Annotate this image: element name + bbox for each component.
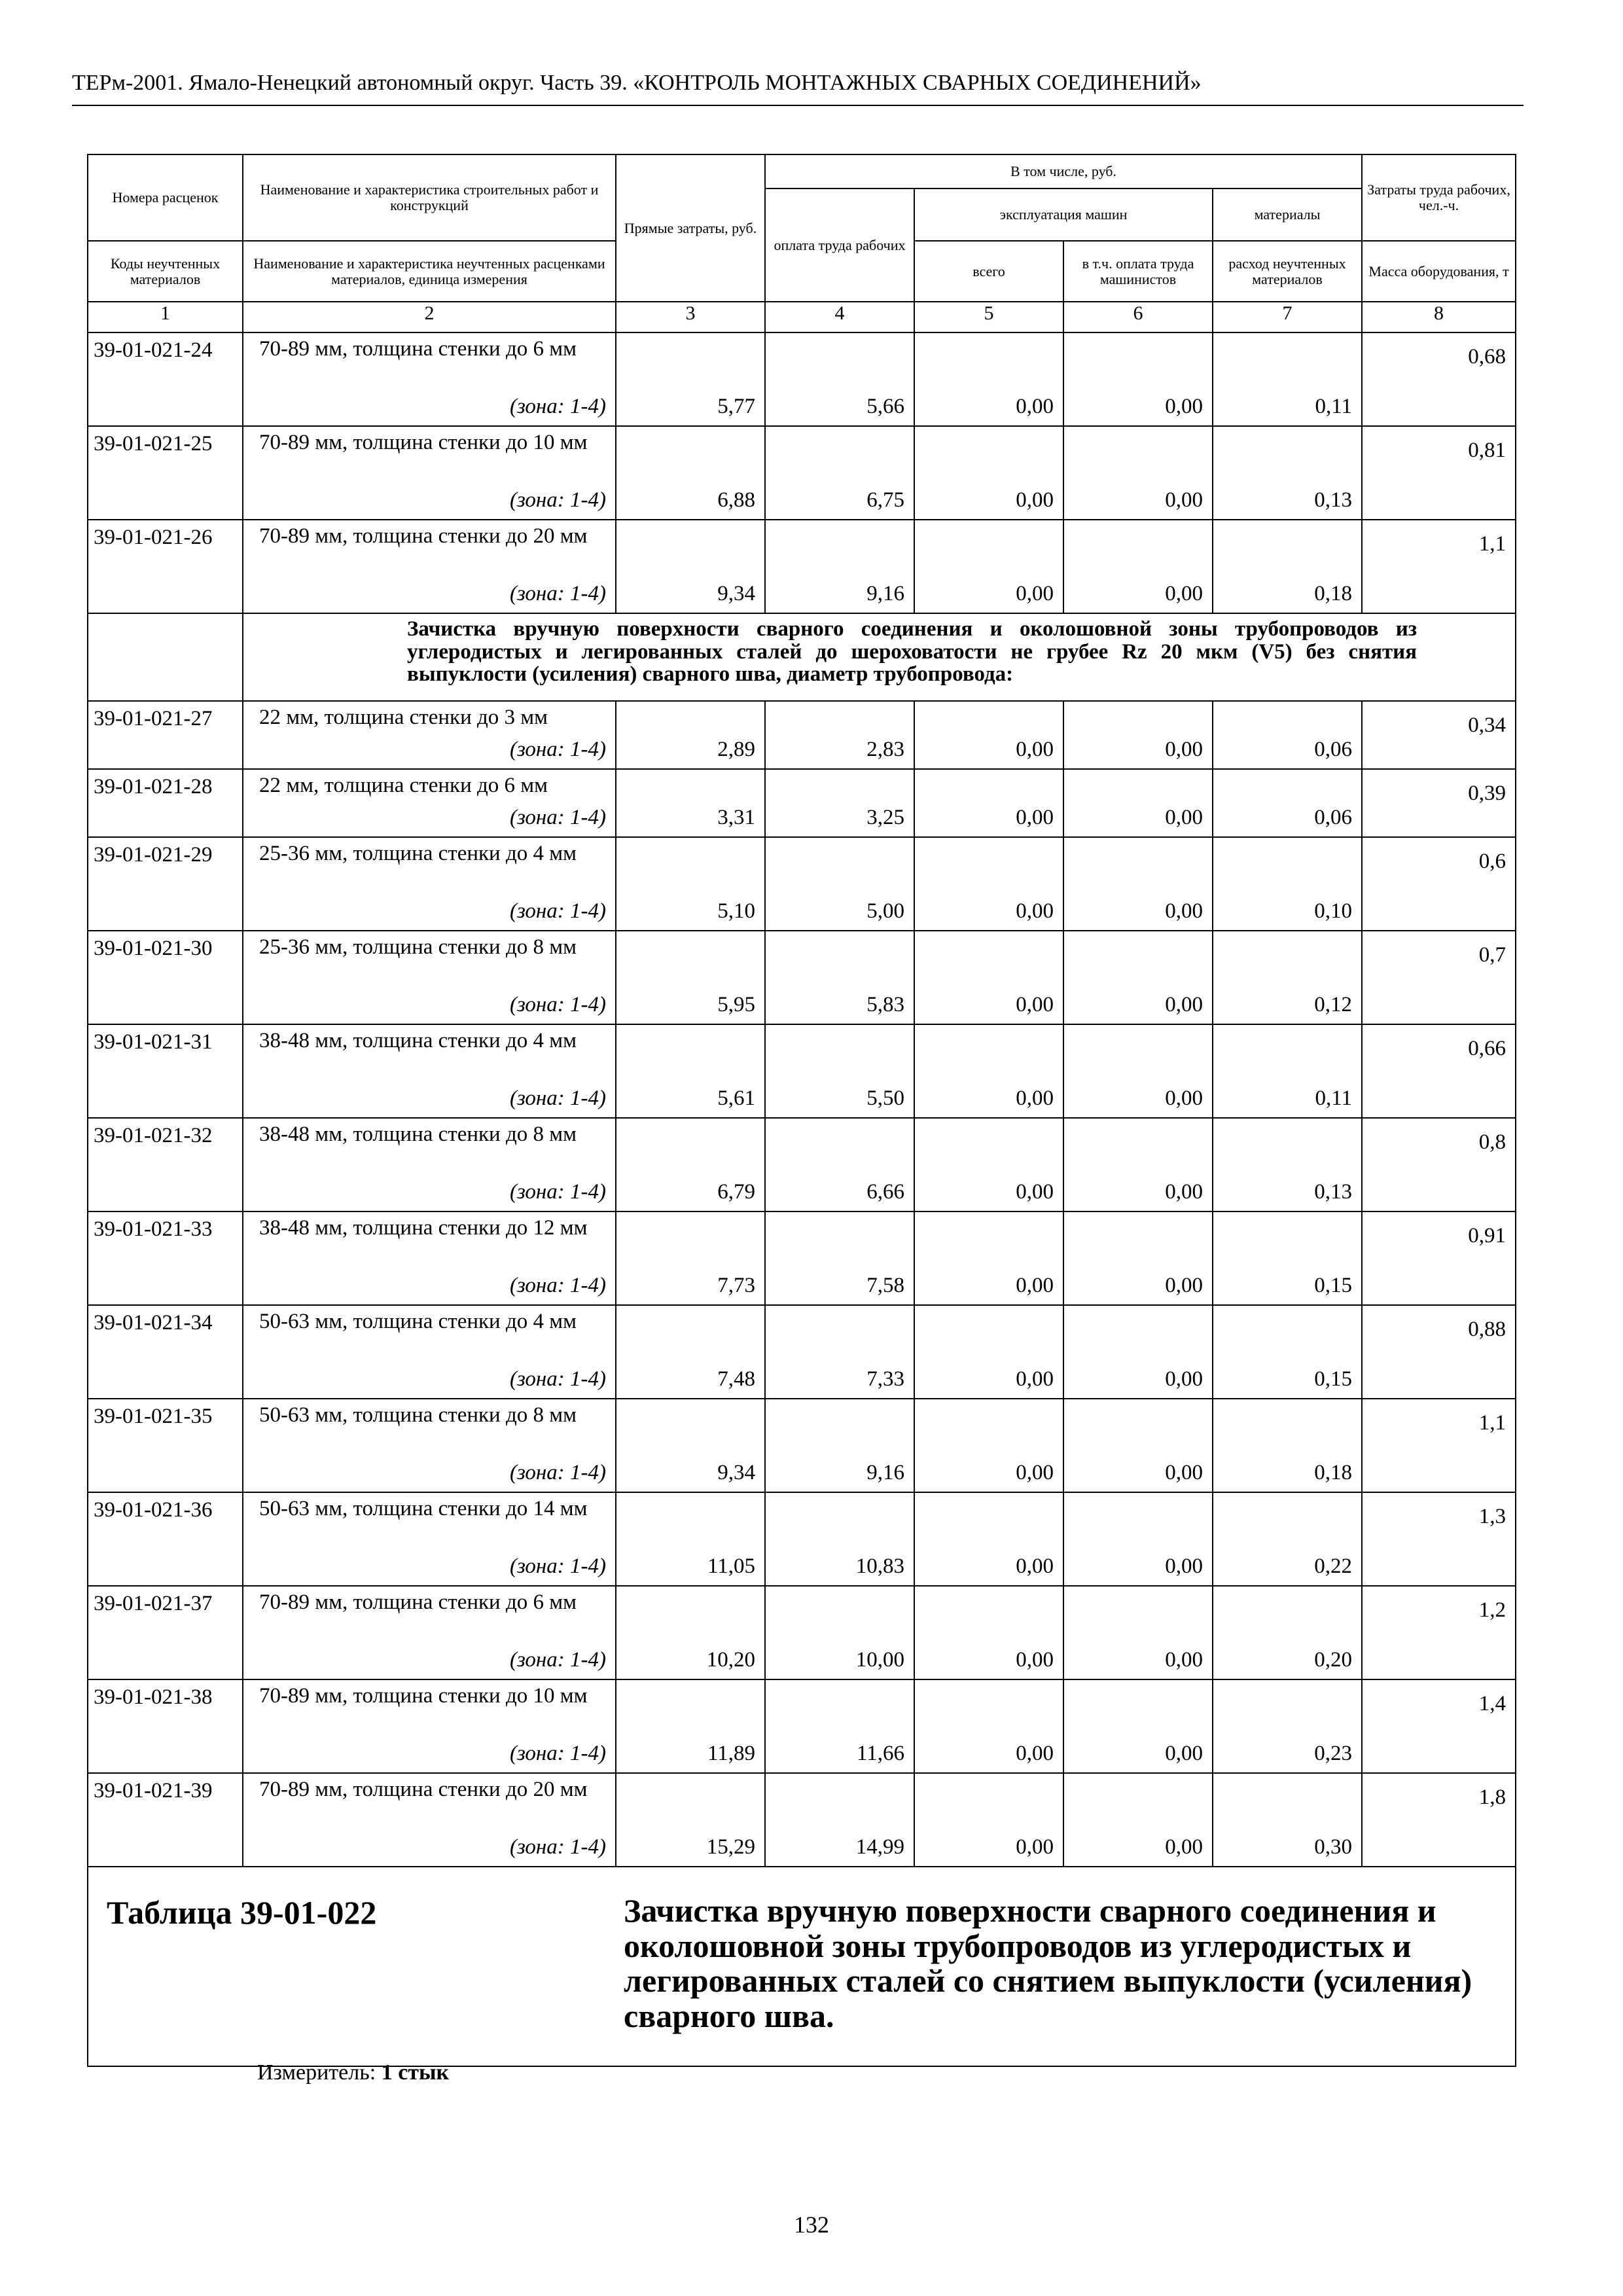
col-number: 2 bbox=[243, 302, 616, 332]
machinist-pay: 0,00 bbox=[1063, 1024, 1213, 1118]
machine-total: 0,00 bbox=[914, 701, 1063, 769]
materials-cost: 0,06 bbox=[1213, 769, 1362, 837]
direct-costs: 3,31 bbox=[616, 769, 765, 837]
col-number: 7 bbox=[1213, 302, 1362, 332]
work-name: 70-89 мм, толщина стенки до 10 мм bbox=[259, 1684, 588, 1708]
labor-costs: 0,91 bbox=[1362, 1211, 1516, 1305]
next-table-title: Зачистка вручную поверхности сварного соединения и околошовной зоны трубопроводов из углеродистых и легированных сталей со снятием выпуклости (усиления) сварного шва. bbox=[624, 1892, 1472, 2034]
work-name: 50-63 мм, толщина стенки до 8 мм bbox=[259, 1403, 577, 1427]
machinist-pay: 0,00 bbox=[1063, 1679, 1213, 1773]
zone-label: (зона: 1-4) bbox=[509, 1367, 606, 1391]
table-row bbox=[88, 931, 1516, 1024]
machine-total: 0,00 bbox=[914, 1679, 1063, 1773]
table-row bbox=[88, 769, 1516, 837]
zone-label: (зона: 1-4) bbox=[509, 1742, 606, 1765]
machinist-pay: 0,00 bbox=[1063, 1305, 1213, 1399]
rate-code: 39-01-021-26 bbox=[88, 520, 243, 613]
labor-costs: 0,6 bbox=[1362, 837, 1516, 931]
col-number: 6 bbox=[1063, 302, 1213, 332]
machine-total: 0,00 bbox=[914, 1773, 1063, 1867]
materials-cost: 0,10 bbox=[1213, 837, 1362, 931]
zone-label: (зона: 1-4) bbox=[509, 1461, 606, 1484]
materials-cost: 0,11 bbox=[1213, 1024, 1362, 1118]
direct-costs: 5,10 bbox=[616, 837, 765, 931]
work-name: 25-36 мм, толщина стенки до 4 мм bbox=[259, 842, 577, 865]
table-row bbox=[88, 520, 1516, 613]
table-row bbox=[88, 1211, 1516, 1305]
col-labor-costs: Затраты труда рабочих, чел.-ч. bbox=[1362, 154, 1516, 241]
next-table-measure bbox=[257, 2060, 449, 2085]
direct-costs: 11,05 bbox=[616, 1492, 765, 1586]
table-row bbox=[88, 1586, 1516, 1679]
machinist-pay: 0,00 bbox=[1063, 701, 1213, 769]
machine-total: 0,00 bbox=[914, 1211, 1063, 1305]
next-table-header bbox=[88, 1867, 1516, 2085]
work-name: 70-89 мм, толщина стенки до 10 мм bbox=[259, 431, 588, 454]
work-description bbox=[243, 1773, 616, 1867]
worker-pay: 2,83 bbox=[765, 701, 914, 769]
work-name: 38-48 мм, толщина стенки до 8 мм bbox=[259, 1122, 577, 1146]
zone-label: (зона: 1-4) bbox=[509, 1180, 606, 1204]
worker-pay: 5,83 bbox=[765, 931, 914, 1024]
work-name: 38-48 мм, толщина стенки до 4 мм bbox=[259, 1029, 577, 1052]
work-description bbox=[243, 1118, 616, 1211]
col-total: всего bbox=[914, 241, 1063, 302]
direct-costs: 9,34 bbox=[616, 1399, 765, 1492]
machine-total: 0,00 bbox=[914, 837, 1063, 931]
machinist-pay: 0,00 bbox=[1063, 520, 1213, 613]
work-name: 70-89 мм, толщина стенки до 6 мм bbox=[259, 337, 577, 361]
table-row bbox=[88, 1305, 1516, 1399]
labor-costs: 0,7 bbox=[1362, 931, 1516, 1024]
machine-total: 0,00 bbox=[914, 520, 1063, 613]
machine-total: 0,00 bbox=[914, 1492, 1063, 1586]
col-unaccounted-names: Наименование и характеристика неучтенных расценками материалов, единица измерения bbox=[243, 241, 616, 302]
rate-code: 39-01-021-37 bbox=[88, 1586, 243, 1679]
direct-costs: 9,34 bbox=[616, 520, 765, 613]
work-name: 50-63 мм, толщина стенки до 14 мм bbox=[259, 1497, 588, 1520]
machine-total: 0,00 bbox=[914, 1118, 1063, 1211]
labor-costs: 0,34 bbox=[1362, 701, 1516, 769]
table-row bbox=[88, 1118, 1516, 1211]
rate-code: 39-01-021-30 bbox=[88, 931, 243, 1024]
col-machine-operation: эксплуатация машин bbox=[914, 188, 1213, 241]
direct-costs: 7,48 bbox=[616, 1305, 765, 1399]
table-row bbox=[88, 332, 1516, 426]
labor-costs: 0,8 bbox=[1362, 1118, 1516, 1211]
table-row bbox=[88, 837, 1516, 931]
direct-costs: 7,73 bbox=[616, 1211, 765, 1305]
zone-label: (зона: 1-4) bbox=[509, 1648, 606, 1672]
machine-total: 0,00 bbox=[914, 769, 1063, 837]
measure-label: Измеритель: bbox=[257, 2060, 376, 2085]
machine-total: 0,00 bbox=[914, 332, 1063, 426]
machine-total: 0,00 bbox=[914, 1024, 1063, 1118]
worker-pay: 10,83 bbox=[765, 1492, 914, 1586]
table-row bbox=[88, 1399, 1516, 1492]
materials-cost: 0,11 bbox=[1213, 332, 1362, 426]
worker-pay: 6,66 bbox=[765, 1118, 914, 1211]
direct-costs: 11,89 bbox=[616, 1679, 765, 1773]
zone-label: (зона: 1-4) bbox=[509, 1274, 606, 1297]
direct-costs: 6,79 bbox=[616, 1118, 765, 1211]
machine-total: 0,00 bbox=[914, 1399, 1063, 1492]
rate-code: 39-01-021-35 bbox=[88, 1399, 243, 1492]
direct-costs: 2,89 bbox=[616, 701, 765, 769]
table-row bbox=[88, 1679, 1516, 1773]
price-table bbox=[87, 154, 1516, 2085]
worker-pay: 10,00 bbox=[765, 1586, 914, 1679]
section-heading: Зачистка вручную поверхности сварного соединения и околошовной зоны трубопроводов из углеродистых и легированных сталей до шероховатости не грубее Rz 20 мкм (V5) без снятия выпуклости (усиления) сварного шва, диаметр трубопровода: bbox=[243, 613, 1516, 701]
rate-code: 39-01-021-36 bbox=[88, 1492, 243, 1586]
rate-code: 39-01-021-32 bbox=[88, 1118, 243, 1211]
materials-cost: 0,23 bbox=[1213, 1679, 1362, 1773]
running-header: ТЕРм-2001. Ямало-Ненецкий автономный округ. Часть 39. «КОНТРОЛЬ МОНТАЖНЫХ СВАРНЫХ СОЕДИНЕНИЙ» bbox=[72, 71, 1202, 95]
direct-costs: 15,29 bbox=[616, 1773, 765, 1867]
machinist-pay: 0,00 bbox=[1063, 769, 1213, 837]
col-direct-costs: Прямые затраты, руб. bbox=[616, 154, 765, 302]
measure-value: 1 стык bbox=[381, 2060, 450, 2085]
labor-costs: 1,1 bbox=[1362, 1399, 1516, 1492]
rate-code: 39-01-021-27 bbox=[88, 701, 243, 769]
work-description bbox=[243, 837, 616, 931]
rate-code: 39-01-021-31 bbox=[88, 1024, 243, 1118]
rate-code: 39-01-021-34 bbox=[88, 1305, 243, 1399]
rate-code: 39-01-021-33 bbox=[88, 1211, 243, 1305]
zone-label: (зона: 1-4) bbox=[509, 806, 606, 829]
worker-pay: 7,33 bbox=[765, 1305, 914, 1399]
materials-cost: 0,13 bbox=[1213, 426, 1362, 520]
worker-pay: 5,50 bbox=[765, 1024, 914, 1118]
rate-code: 39-01-021-24 bbox=[88, 332, 243, 426]
materials-cost: 0,15 bbox=[1213, 1211, 1362, 1305]
col-including: В том числе, руб. bbox=[765, 154, 1362, 188]
section-blank-cell bbox=[88, 613, 243, 701]
worker-pay: 9,16 bbox=[765, 520, 914, 613]
worker-pay: 7,58 bbox=[765, 1211, 914, 1305]
zone-label: (зона: 1-4) bbox=[509, 1835, 606, 1859]
work-description bbox=[243, 520, 616, 613]
worker-pay: 6,75 bbox=[765, 426, 914, 520]
zone-label: (зона: 1-4) bbox=[509, 993, 606, 1016]
direct-costs: 10,20 bbox=[616, 1586, 765, 1679]
worker-pay: 5,00 bbox=[765, 837, 914, 931]
col-machinist-pay: в т.ч. оплата труда машинистов bbox=[1063, 241, 1213, 302]
labor-costs: 1,8 bbox=[1362, 1773, 1516, 1867]
zone-label: (зона: 1-4) bbox=[509, 395, 606, 418]
zone-label: (зона: 1-4) bbox=[509, 1086, 606, 1110]
table-row bbox=[88, 701, 1516, 769]
work-name: 22 мм, толщина стенки до 6 мм bbox=[259, 774, 548, 797]
worker-pay: 5,66 bbox=[765, 332, 914, 426]
zone-label: (зона: 1-4) bbox=[509, 1554, 606, 1578]
rate-code: 39-01-021-29 bbox=[88, 837, 243, 931]
materials-cost: 0,18 bbox=[1213, 520, 1362, 613]
col-materials: материалы bbox=[1213, 188, 1362, 241]
worker-pay: 3,25 bbox=[765, 769, 914, 837]
materials-cost: 0,30 bbox=[1213, 1773, 1362, 1867]
machinist-pay: 0,00 bbox=[1063, 332, 1213, 426]
machinist-pay: 0,00 bbox=[1063, 931, 1213, 1024]
table-row bbox=[88, 1492, 1516, 1586]
rate-code: 39-01-021-39 bbox=[88, 1773, 243, 1867]
worker-pay: 11,66 bbox=[765, 1679, 914, 1773]
work-description bbox=[243, 1211, 616, 1305]
materials-cost: 0,15 bbox=[1213, 1305, 1362, 1399]
work-description bbox=[243, 1024, 616, 1118]
col-unaccounted-codes: Коды неучтенных материалов bbox=[88, 241, 243, 302]
col-number: 1 bbox=[88, 302, 243, 332]
zone-label: (зона: 1-4) bbox=[509, 899, 606, 923]
materials-cost: 0,06 bbox=[1213, 701, 1362, 769]
work-description bbox=[243, 1399, 616, 1492]
direct-costs: 5,77 bbox=[616, 332, 765, 426]
col-work-name: Наименование и характеристика строительных работ и конструкций bbox=[243, 154, 616, 241]
direct-costs: 5,95 bbox=[616, 931, 765, 1024]
page-number: 132 bbox=[794, 2212, 829, 2238]
machinist-pay: 0,00 bbox=[1063, 1118, 1213, 1211]
work-name: 70-89 мм, толщина стенки до 20 мм bbox=[259, 1778, 588, 1801]
work-name: 22 мм, толщина стенки до 3 мм bbox=[259, 706, 548, 729]
table-row bbox=[88, 426, 1516, 520]
labor-costs: 1,2 bbox=[1362, 1586, 1516, 1679]
labor-costs: 0,81 bbox=[1362, 426, 1516, 520]
machine-total: 0,00 bbox=[914, 1586, 1063, 1679]
materials-cost: 0,22 bbox=[1213, 1492, 1362, 1586]
work-name: 50-63 мм, толщина стенки до 4 мм bbox=[259, 1310, 577, 1333]
table-row bbox=[88, 1024, 1516, 1118]
work-description bbox=[243, 769, 616, 837]
col-worker-pay: оплата труда рабочих bbox=[765, 188, 914, 302]
col-rate-numbers: Номера расценок bbox=[88, 154, 243, 241]
zone-label: (зона: 1-4) bbox=[509, 738, 606, 761]
work-name: 25-36 мм, толщина стенки до 8 мм bbox=[259, 935, 577, 959]
col-equipment-mass: Масса оборудования, т bbox=[1362, 241, 1516, 302]
col-unaccounted-consumption: расход неучтенных материалов bbox=[1213, 241, 1362, 302]
materials-cost: 0,12 bbox=[1213, 931, 1362, 1024]
materials-cost: 0,18 bbox=[1213, 1399, 1362, 1492]
zone-label: (зона: 1-4) bbox=[509, 582, 606, 605]
labor-costs: 0,39 bbox=[1362, 769, 1516, 837]
machine-total: 0,00 bbox=[914, 1305, 1063, 1399]
rate-code: 39-01-021-25 bbox=[88, 426, 243, 520]
worker-pay: 9,16 bbox=[765, 1399, 914, 1492]
labor-costs: 0,68 bbox=[1362, 332, 1516, 426]
rate-code: 39-01-021-28 bbox=[88, 769, 243, 837]
machinist-pay: 0,00 bbox=[1063, 1492, 1213, 1586]
worker-pay: 14,99 bbox=[765, 1773, 914, 1867]
labor-costs: 1,4 bbox=[1362, 1679, 1516, 1773]
work-name: 70-89 мм, толщина стенки до 20 мм bbox=[259, 524, 588, 548]
work-description bbox=[243, 426, 616, 520]
machinist-pay: 0,00 bbox=[1063, 1773, 1213, 1867]
work-description bbox=[243, 1586, 616, 1679]
work-description bbox=[243, 332, 616, 426]
next-table-name: Таблица 39-01-022 bbox=[107, 1894, 377, 1931]
col-number: 3 bbox=[616, 302, 765, 332]
work-description bbox=[243, 1305, 616, 1399]
work-description bbox=[243, 1492, 616, 1586]
machinist-pay: 0,00 bbox=[1063, 426, 1213, 520]
direct-costs: 6,88 bbox=[616, 426, 765, 520]
labor-costs: 0,66 bbox=[1362, 1024, 1516, 1118]
materials-cost: 0,13 bbox=[1213, 1118, 1362, 1211]
machinist-pay: 0,00 bbox=[1063, 1399, 1213, 1492]
work-name: 38-48 мм, толщина стенки до 12 мм bbox=[259, 1216, 588, 1240]
table-row bbox=[88, 1773, 1516, 1867]
work-description bbox=[243, 931, 616, 1024]
work-name: 70-89 мм, толщина стенки до 6 мм bbox=[259, 1590, 577, 1614]
materials-cost: 0,20 bbox=[1213, 1586, 1362, 1679]
header-rule bbox=[72, 105, 1524, 106]
zone-label: (зона: 1-4) bbox=[509, 488, 606, 512]
col-number: 5 bbox=[914, 302, 1063, 332]
direct-costs: 5,61 bbox=[616, 1024, 765, 1118]
machinist-pay: 0,00 bbox=[1063, 1586, 1213, 1679]
work-description bbox=[243, 1679, 616, 1773]
labor-costs: 1,3 bbox=[1362, 1492, 1516, 1586]
machine-total: 0,00 bbox=[914, 426, 1063, 520]
labor-costs: 0,88 bbox=[1362, 1305, 1516, 1399]
machinist-pay: 0,00 bbox=[1063, 837, 1213, 931]
labor-costs: 1,1 bbox=[1362, 520, 1516, 613]
col-number: 4 bbox=[765, 302, 914, 332]
machinist-pay: 0,00 bbox=[1063, 1211, 1213, 1305]
machine-total: 0,00 bbox=[914, 931, 1063, 1024]
col-number: 8 bbox=[1362, 302, 1516, 332]
rate-code: 39-01-021-38 bbox=[88, 1679, 243, 1773]
work-description bbox=[243, 701, 616, 769]
